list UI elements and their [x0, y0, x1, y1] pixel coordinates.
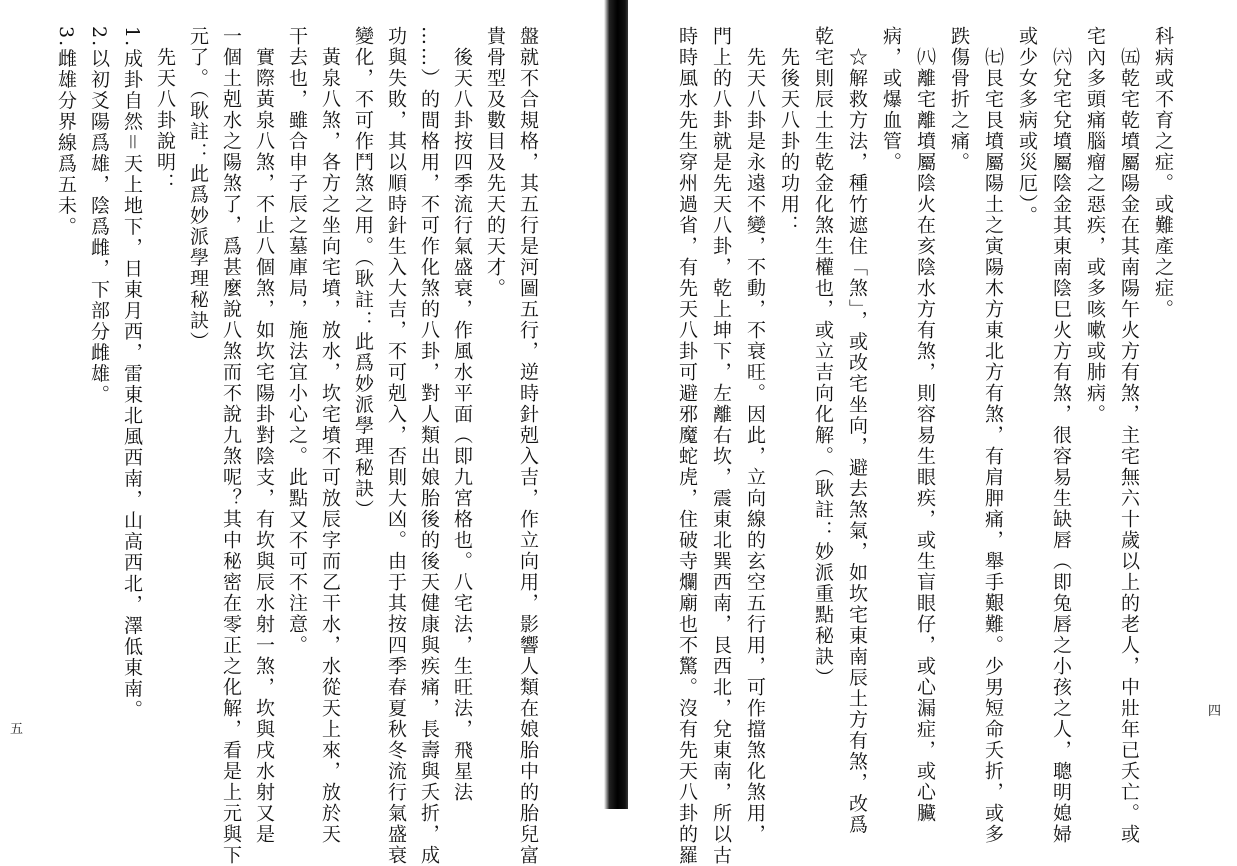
text-column: 實際黃泉八煞，不止八個煞，如坎宅陽卦對陰支，有坎與辰水射一煞，坎與戌水射又是 [253, 26, 275, 845]
text-column: 一個土剋水之陽煞了，爲甚麼說八煞而不說九煞呢？其中秘密在零正之化解，看是上元與下 [220, 26, 242, 866]
text-column: 病，或爆血管。 [880, 26, 902, 173]
text-column: 先後天八卦的功用： [778, 26, 800, 236]
text-column: 門上的八卦就是先天八卦，乾上坤下，左離右坎，震東北巽西南，艮西北，兌東南，所以古 [710, 26, 732, 866]
text-column: 2.以初爻陽爲雄，陰爲雌，下部分雌雄。 [88, 26, 110, 406]
text-column: 乾宅則辰土生乾金化煞生權也，或立吉向化解。（耿註：妙派重點秘訣） [812, 26, 834, 689]
text-column: 3.雌雄分界線爲五未。 [55, 26, 77, 238]
text-column: ㈥兌宅兌墳屬陰金其東南陰巳火方有煞，很容易生缺唇（即兔唇之小孩之人，聰明媳婦 [1050, 26, 1072, 845]
text-column: ……）的間格用，不可作化煞的八卦，對人類出娘胎後的後天健康與疾痛，長壽與夭折，成 [418, 26, 440, 866]
text-column: 先天八卦說明： [154, 26, 176, 194]
text-column: 貴骨型及數目及先天的天才。 [484, 26, 506, 299]
text-column: 跌傷骨折之痛。 [948, 26, 970, 173]
text-column: 後天八卦按四季流行氣盛衰，作風水平面（即九宮格也。八宅法，生旺法，飛星法 [451, 26, 473, 803]
text-column: 時時風水先生穿州過省，有先天八卦可避邪魔蛇虎，住破寺爛廟也不驚。沒有先天八卦的羅 [676, 26, 698, 866]
text-column: ㈧離宅離墳屬陰火在亥陰水方有煞，則容易生眼疾，或生盲眼仔，或心漏症，或心臟 [914, 26, 936, 824]
text-column: ☆解救方法，種竹遮住「煞」，或改宅坐向，避去煞氣，如坎宅東南辰土方有煞，改爲 [846, 26, 868, 836]
text-column: ㈦艮宅艮墳屬陽土之寅陽木方東北方有煞，有肩胛痛，舉手艱難。少男短命夭折，或多 [982, 26, 1004, 845]
text-column: 科病或不育之症。或難產之症。 [1152, 26, 1174, 320]
text-column: 1.成卦自然＝天上地下，日東月西，雷東北風西南，山高西北，澤低東南。 [121, 26, 143, 721]
text-column: 干去也，雖合申子辰之墓庫局，施法宜小心之。此點又不可不注意。 [286, 26, 308, 656]
text-column: 盤就不合規格，其五行是河圖五行，逆時針剋入吉，作立向用，影響人類在娘胎中的胎兒富 [517, 26, 539, 866]
right-page [628, 0, 1237, 866]
page-number: 四 [1208, 704, 1222, 719]
text-column: 宅內多頭痛腦瘤之惡疾，或多咳嗽或肺病。 [1084, 26, 1106, 425]
text-column: 先天八卦是永遠不變，不動，不衰旺。因此，立向線的玄空五行用，可作擋煞化煞用， [744, 26, 766, 845]
text-column: 變化，不可作鬥煞之用。（耿註：此爲妙派學理秘訣） [352, 26, 374, 521]
page-number: 五 [10, 722, 24, 737]
text-column: ㈤乾宅乾墳屬陽金在其南陽午火方有煞，主宅無六十歲以上的老人，中壯年已夭亡。或 [1118, 26, 1140, 845]
text-column: 元了。（耿註：此爲妙派學理秘訣） [187, 26, 209, 353]
text-column: 或少女多病或災厄）。 [1016, 26, 1038, 227]
text-column: 黃泉八煞，各方之坐向宅墳，放水，坎宅墳不可放辰字而乙干水，水從天上來，放於天 [319, 26, 341, 845]
left-page [0, 0, 612, 866]
text-column: 功與失敗，其以順時針生入大吉，不可剋入，否則大凶。由于其按四季春夏秋冬流行氣盛衰 [385, 26, 407, 866]
